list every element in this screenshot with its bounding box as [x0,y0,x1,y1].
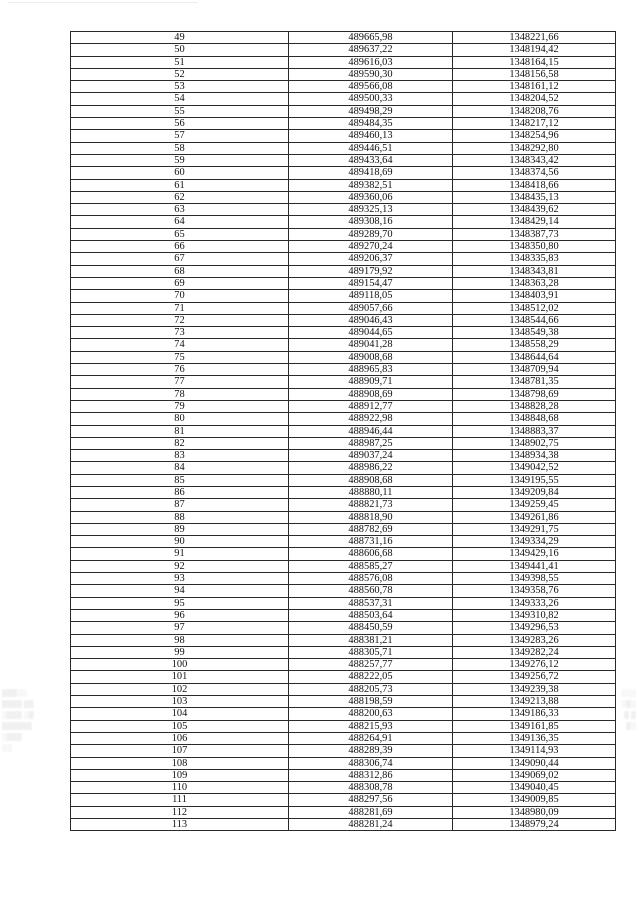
table-row [71,32,616,44]
point-number-cell: 103 [71,696,289,708]
table-row [71,302,616,314]
y-coordinate-cell: 1349333,26 [453,597,616,609]
y-coordinate-cell: 1349009,85 [453,794,616,806]
x-coordinate-cell: 488306,74 [289,757,453,769]
x-coordinate-cell: 488257,77 [289,659,453,671]
x-coordinate-cell: 488222,05 [289,671,453,683]
table-row [71,548,616,560]
y-coordinate-cell: 1348343,42 [453,154,616,166]
table-row [71,277,616,289]
y-coordinate-cell: 1348934,38 [453,450,616,462]
point-number-cell: 83 [71,450,289,462]
y-coordinate-cell: 1348363,28 [453,277,616,289]
point-number-cell: 69 [71,277,289,289]
x-coordinate-cell: 489008,68 [289,351,453,363]
point-number-cell: 56 [71,118,289,130]
y-coordinate-cell: 1348164,15 [453,56,616,68]
y-coordinate-cell: 1348208,76 [453,105,616,117]
y-coordinate-cell: 1349282,24 [453,646,616,658]
x-coordinate-cell: 489308,16 [289,216,453,228]
point-number-cell: 108 [71,757,289,769]
table-row [71,179,616,191]
table-row [71,511,616,523]
point-number-cell: 57 [71,130,289,142]
point-number-cell: 67 [71,253,289,265]
table-row [71,142,616,154]
point-number-cell: 77 [71,376,289,388]
y-coordinate-cell: 1349334,29 [453,536,616,548]
table-row [71,388,616,400]
x-coordinate-cell: 489433,64 [289,154,453,166]
point-number-cell: 113 [71,819,289,831]
x-coordinate-cell: 489044,65 [289,327,453,339]
x-coordinate-cell: 489206,37 [289,253,453,265]
point-number-cell: 104 [71,708,289,720]
table-row [71,597,616,609]
table-row [71,191,616,203]
table-row [71,536,616,548]
table-row [71,523,616,535]
table-row [71,68,616,80]
y-coordinate-cell: 1349283,26 [453,634,616,646]
point-number-cell: 74 [71,339,289,351]
x-coordinate-cell: 489154,47 [289,277,453,289]
x-coordinate-cell: 489382,51 [289,179,453,191]
point-number-cell: 64 [71,216,289,228]
y-coordinate-cell: 1349213,88 [453,696,616,708]
x-coordinate-cell: 488305,71 [289,646,453,658]
y-coordinate-cell: 1348798,69 [453,388,616,400]
x-coordinate-cell: 488297,56 [289,794,453,806]
y-coordinate-cell: 1349136,35 [453,732,616,744]
y-coordinate-cell: 1348217,12 [453,118,616,130]
y-coordinate-cell: 1348292,80 [453,142,616,154]
x-coordinate-cell: 488450,59 [289,622,453,634]
y-coordinate-cell: 1349429,16 [453,548,616,560]
y-coordinate-cell: 1348254,96 [453,130,616,142]
table-row [71,364,616,376]
y-coordinate-cell: 1348439,62 [453,204,616,216]
y-coordinate-cell: 1349296,53 [453,622,616,634]
table-row [71,118,616,130]
x-coordinate-cell: 488312,86 [289,769,453,781]
table-row [71,659,616,671]
table-row [71,253,616,265]
table-row [71,93,616,105]
coordinates-table-body [71,32,616,831]
y-coordinate-cell: 1349040,45 [453,782,616,794]
point-number-cell: 66 [71,241,289,253]
table-row [71,732,616,744]
x-coordinate-cell: 488537,31 [289,597,453,609]
table-row [71,609,616,621]
y-coordinate-cell: 1349398,55 [453,573,616,585]
y-coordinate-cell: 1348161,12 [453,81,616,93]
x-coordinate-cell: 488986,22 [289,462,453,474]
y-coordinate-cell: 1349276,12 [453,659,616,671]
table-row [71,708,616,720]
point-number-cell: 94 [71,585,289,597]
point-number-cell: 52 [71,68,289,80]
table-row [71,228,616,240]
x-coordinate-cell: 489484,35 [289,118,453,130]
x-coordinate-cell: 488880,11 [289,486,453,498]
point-number-cell: 61 [71,179,289,191]
point-number-cell: 101 [71,671,289,683]
point-number-cell: 84 [71,462,289,474]
point-number-cell: 112 [71,806,289,818]
point-number-cell: 75 [71,351,289,363]
y-coordinate-cell: 1348221,66 [453,32,616,44]
x-coordinate-cell: 488503,64 [289,609,453,621]
y-coordinate-cell: 1348429,14 [453,216,616,228]
table-row [71,486,616,498]
y-coordinate-cell: 1348558,29 [453,339,616,351]
x-coordinate-cell: 489566,08 [289,81,453,93]
table-row [71,105,616,117]
y-coordinate-cell: 1348828,28 [453,400,616,412]
x-coordinate-cell: 489665,98 [289,32,453,44]
x-coordinate-cell: 488987,25 [289,437,453,449]
point-number-cell: 89 [71,523,289,535]
point-number-cell: 106 [71,732,289,744]
table-row [71,462,616,474]
y-coordinate-cell: 1348194,42 [453,44,616,56]
table-row [71,782,616,794]
table-row [71,769,616,781]
y-coordinate-cell: 1349259,45 [453,499,616,511]
table-row [71,806,616,818]
x-coordinate-cell: 489500,33 [289,93,453,105]
x-coordinate-cell: 488281,24 [289,819,453,831]
y-coordinate-cell: 1349161,85 [453,720,616,732]
x-coordinate-cell: 488198,59 [289,696,453,708]
y-coordinate-cell: 1348781,35 [453,376,616,388]
point-number-cell: 58 [71,142,289,154]
point-number-cell: 81 [71,425,289,437]
table-row [71,819,616,831]
table-row [71,154,616,166]
x-coordinate-cell: 488264,91 [289,732,453,744]
point-number-cell: 72 [71,314,289,326]
y-coordinate-cell: 1348374,56 [453,167,616,179]
y-coordinate-cell: 1349310,82 [453,609,616,621]
y-coordinate-cell: 1348335,83 [453,253,616,265]
x-coordinate-cell: 488908,69 [289,388,453,400]
y-coordinate-cell: 1348980,09 [453,806,616,818]
table-row [71,794,616,806]
table-row [71,585,616,597]
y-coordinate-cell: 1349042,52 [453,462,616,474]
point-number-cell: 53 [71,81,289,93]
y-coordinate-cell: 1348387,73 [453,228,616,240]
x-coordinate-cell: 488946,44 [289,425,453,437]
table-row [71,757,616,769]
point-number-cell: 78 [71,388,289,400]
table-row [71,573,616,585]
x-coordinate-cell: 488908,68 [289,474,453,486]
x-coordinate-cell: 489037,24 [289,450,453,462]
y-coordinate-cell: 1348549,38 [453,327,616,339]
y-coordinate-cell: 1348512,02 [453,302,616,314]
x-coordinate-cell: 489637,22 [289,44,453,56]
y-coordinate-cell: 1348435,13 [453,191,616,203]
x-coordinate-cell: 489360,06 [289,191,453,203]
x-coordinate-cell: 489446,51 [289,142,453,154]
y-coordinate-cell: 1349239,38 [453,683,616,695]
y-coordinate-cell: 1348156,58 [453,68,616,80]
table-row [71,216,616,228]
point-number-cell: 49 [71,32,289,44]
table-row [71,622,616,634]
table-row [71,683,616,695]
x-coordinate-cell: 488606,68 [289,548,453,560]
table-row [71,339,616,351]
x-coordinate-cell: 488308,78 [289,782,453,794]
scan-artifact-top [8,2,198,3]
point-number-cell: 95 [71,597,289,609]
point-number-cell: 71 [71,302,289,314]
table-row [71,437,616,449]
point-number-cell: 102 [71,683,289,695]
table-row [71,646,616,658]
point-number-cell: 73 [71,327,289,339]
point-number-cell: 96 [71,609,289,621]
table-row [71,450,616,462]
x-coordinate-cell: 488965,83 [289,364,453,376]
x-coordinate-cell: 489616,03 [289,56,453,68]
y-coordinate-cell: 1349090,44 [453,757,616,769]
table-row [71,720,616,732]
table-row [71,290,616,302]
point-number-cell: 90 [71,536,289,548]
y-coordinate-cell: 1348204,52 [453,93,616,105]
table-row [71,671,616,683]
table-row [71,130,616,142]
table-row [71,413,616,425]
point-number-cell: 93 [71,573,289,585]
table-row [71,314,616,326]
point-number-cell: 97 [71,622,289,634]
y-coordinate-cell: 1348644,64 [453,351,616,363]
x-coordinate-cell: 488381,21 [289,634,453,646]
y-coordinate-cell: 1348418,66 [453,179,616,191]
y-coordinate-cell: 1348979,24 [453,819,616,831]
point-number-cell: 80 [71,413,289,425]
table-row [71,745,616,757]
table-row [71,241,616,253]
point-number-cell: 63 [71,204,289,216]
point-number-cell: 59 [71,154,289,166]
x-coordinate-cell: 488782,69 [289,523,453,535]
point-number-cell: 109 [71,769,289,781]
x-coordinate-cell: 489460,13 [289,130,453,142]
y-coordinate-cell: 1348343,81 [453,265,616,277]
y-coordinate-cell: 1349186,33 [453,708,616,720]
y-coordinate-cell: 1349256,72 [453,671,616,683]
x-coordinate-cell: 488818,90 [289,511,453,523]
point-number-cell: 91 [71,548,289,560]
x-coordinate-cell: 488821,73 [289,499,453,511]
table-row [71,474,616,486]
y-coordinate-cell: 1349195,55 [453,474,616,486]
y-coordinate-cell: 1348902,75 [453,437,616,449]
point-number-cell: 98 [71,634,289,646]
table-row [71,81,616,93]
point-number-cell: 76 [71,364,289,376]
y-coordinate-cell: 1348883,37 [453,425,616,437]
point-number-cell: 55 [71,105,289,117]
point-number-cell: 54 [71,93,289,105]
table-row [71,44,616,56]
x-coordinate-cell: 489590,30 [289,68,453,80]
point-number-cell: 60 [71,167,289,179]
x-coordinate-cell: 488585,27 [289,560,453,572]
point-number-cell: 92 [71,560,289,572]
point-number-cell: 51 [71,56,289,68]
point-number-cell: 79 [71,400,289,412]
point-number-cell: 88 [71,511,289,523]
x-coordinate-cell: 488576,08 [289,573,453,585]
y-coordinate-cell: 1349441,41 [453,560,616,572]
x-coordinate-cell: 489418,69 [289,167,453,179]
table-row [71,167,616,179]
point-number-cell: 105 [71,720,289,732]
x-coordinate-cell: 488200,63 [289,708,453,720]
x-coordinate-cell: 489041,28 [289,339,453,351]
y-coordinate-cell: 1349114,93 [453,745,616,757]
x-coordinate-cell: 489118,05 [289,290,453,302]
x-coordinate-cell: 489498,29 [289,105,453,117]
x-coordinate-cell: 488909,71 [289,376,453,388]
x-coordinate-cell: 488281,69 [289,806,453,818]
table-row [71,56,616,68]
table-row [71,204,616,216]
point-number-cell: 100 [71,659,289,671]
table-row [71,425,616,437]
y-coordinate-cell: 1348544,66 [453,314,616,326]
y-coordinate-cell: 1348350,80 [453,241,616,253]
x-coordinate-cell: 489289,70 [289,228,453,240]
x-coordinate-cell: 488922,98 [289,413,453,425]
table-row [71,696,616,708]
x-coordinate-cell: 489270,24 [289,241,453,253]
point-number-cell: 86 [71,486,289,498]
point-number-cell: 99 [71,646,289,658]
table-row [71,376,616,388]
y-coordinate-cell: 1348403,91 [453,290,616,302]
table-row [71,499,616,511]
y-coordinate-cell: 1349291,75 [453,523,616,535]
point-number-cell: 82 [71,437,289,449]
scan-bleed-through-left: ▒▒▒░░ ▒▒▒▒ ▒▒ ░▒▒▒ ░▒ ▒▒▒▒▒▒ ░▒▒▒ ░░ [2,690,34,752]
y-coordinate-cell: 1349209,84 [453,486,616,498]
y-coordinate-cell: 1348848,68 [453,413,616,425]
x-coordinate-cell: 489057,66 [289,302,453,314]
point-number-cell: 110 [71,782,289,794]
point-number-cell: 65 [71,228,289,240]
table-row [71,560,616,572]
x-coordinate-cell: 488205,73 [289,683,453,695]
y-coordinate-cell: 1349358,76 [453,585,616,597]
coordinates-table [70,31,616,831]
point-number-cell: 50 [71,44,289,56]
x-coordinate-cell: 488912,77 [289,400,453,412]
x-coordinate-cell: 489325,13 [289,204,453,216]
point-number-cell: 70 [71,290,289,302]
table-row [71,265,616,277]
point-number-cell: 85 [71,474,289,486]
x-coordinate-cell: 488289,39 [289,745,453,757]
point-number-cell: 68 [71,265,289,277]
scan-bleed-through-right: ░░░ ░▒░ ▒ ▒ ▒░ [621,690,636,730]
point-number-cell: 87 [71,499,289,511]
x-coordinate-cell: 488560,78 [289,585,453,597]
y-coordinate-cell: 1349069,02 [453,769,616,781]
table-row [71,400,616,412]
y-coordinate-cell: 1349261,86 [453,511,616,523]
point-number-cell: 62 [71,191,289,203]
point-number-cell: 107 [71,745,289,757]
y-coordinate-cell: 1348709,94 [453,364,616,376]
x-coordinate-cell: 489179,92 [289,265,453,277]
table-row [71,634,616,646]
table-row [71,327,616,339]
point-number-cell: 111 [71,794,289,806]
x-coordinate-cell: 488731,16 [289,536,453,548]
x-coordinate-cell: 489046,43 [289,314,453,326]
x-coordinate-cell: 488215,93 [289,720,453,732]
table-row [71,351,616,363]
